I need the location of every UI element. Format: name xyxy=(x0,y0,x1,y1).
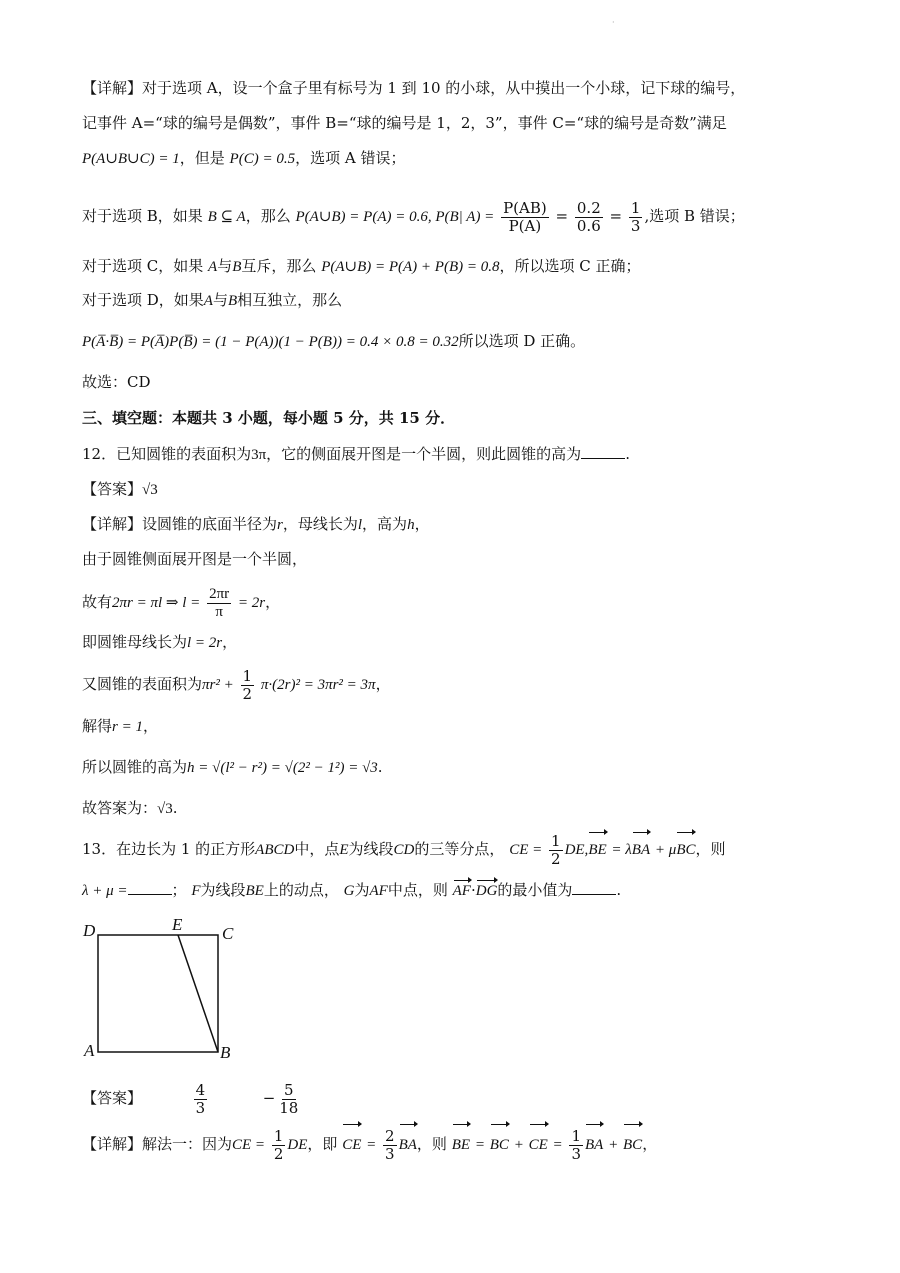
p11-detail-line6 xyxy=(82,290,342,311)
text: 解得 xyxy=(82,717,113,735)
p11-detail-line4 xyxy=(82,196,745,237)
formula: P(A∪B) = P(A) = 0.6, P(B| A) = xyxy=(295,209,495,225)
label-d: D xyxy=(83,921,96,940)
text: ，选项 A 错误； xyxy=(295,149,406,167)
text: 为线段 xyxy=(348,840,394,858)
p11-choice: 故选：CD xyxy=(82,373,151,391)
answer-label: 【答案】 xyxy=(82,480,143,498)
formula: CE = xyxy=(509,842,543,858)
text: ，它的侧面展开图是一个半圆，则此圆锥的高为 xyxy=(266,445,582,463)
numerator: 1 xyxy=(551,831,561,850)
numerator: 1 xyxy=(571,1126,581,1145)
formula: CE = xyxy=(232,1137,266,1153)
answer-blank xyxy=(581,444,625,459)
numerator: 2 xyxy=(385,1126,395,1145)
formula: = 2r xyxy=(237,595,266,611)
vector: BC xyxy=(676,833,695,867)
denominator: 3 xyxy=(630,216,641,235)
answer-value: √3 xyxy=(142,482,158,498)
p11-detail-line2: 记事件 A=“球的编号是偶数”，事件 B=“球的编号是 1，2，3”，事件 C=“球的编号是奇数”满足 xyxy=(82,114,727,132)
q13-answer xyxy=(82,1078,302,1118)
text: 13．在边长为 1 的正方形 xyxy=(82,840,256,858)
text: ， xyxy=(642,1135,658,1153)
label-a: A xyxy=(84,1041,95,1060)
text: . xyxy=(616,881,622,899)
formula: DE, xyxy=(564,842,589,858)
fraction xyxy=(575,200,603,235)
p11-detail-line7 xyxy=(82,331,585,352)
text: ， xyxy=(414,515,430,533)
text: 对于选项 C，如果 xyxy=(82,257,204,275)
var: h xyxy=(407,517,415,533)
numerator: 5 xyxy=(284,1080,294,1099)
text: ， xyxy=(265,593,281,611)
vector: BE xyxy=(588,833,606,867)
formula: = xyxy=(552,1137,563,1153)
answer-fraction-2 xyxy=(277,1082,300,1117)
numerator: 1 xyxy=(630,198,641,217)
var: r xyxy=(277,517,283,533)
q12-answer xyxy=(82,479,158,500)
label-b: B xyxy=(220,1043,231,1062)
formula: B ⊆ A xyxy=(207,209,246,225)
vector: BA xyxy=(632,833,650,867)
text: . xyxy=(172,799,178,817)
var: E xyxy=(339,842,349,858)
formula: A xyxy=(208,259,218,275)
fraction xyxy=(272,1128,286,1163)
formula: = xyxy=(366,1137,377,1153)
vector: BC xyxy=(490,1125,509,1165)
denominator: 3 xyxy=(571,1144,581,1163)
numerator: 4 xyxy=(195,1080,206,1099)
section-heading: 三、填空题：本题共 3 小题，每小题 5 分，共 15 分． xyxy=(82,409,456,427)
formula: B xyxy=(232,259,242,275)
q13-stem-line1 xyxy=(82,832,726,868)
square-abcd xyxy=(98,935,218,1052)
formula: λ + μ = xyxy=(82,883,128,899)
text: ，则 xyxy=(416,1135,447,1153)
numerator: 0.2 xyxy=(576,198,601,217)
denominator: 3 xyxy=(385,1144,395,1163)
formula: + xyxy=(513,1137,524,1153)
vector: BE xyxy=(452,1125,470,1165)
formula: A xyxy=(203,293,213,309)
q13-stem-line2 xyxy=(82,880,621,901)
fraction xyxy=(207,586,231,621)
text: 互斥，那么 xyxy=(241,257,317,275)
denominator: P(A) xyxy=(508,216,542,235)
fraction xyxy=(383,1128,397,1163)
text: 12．已知圆锥的表面积为 xyxy=(82,445,252,463)
denominator: 18 xyxy=(279,1098,299,1117)
formula: h = √(l² − r²) = √(2² − 1²) = √3 xyxy=(187,760,378,776)
q12-detail-line5 xyxy=(82,664,391,705)
q12-stem xyxy=(82,444,630,465)
equals: = xyxy=(555,207,569,225)
var: l xyxy=(357,517,363,533)
fraction xyxy=(629,200,643,235)
text: ， xyxy=(142,717,158,735)
numerator: 2πr xyxy=(209,585,230,602)
text: ，但是 xyxy=(179,149,225,167)
text: 所以圆锥的高为 xyxy=(82,758,188,776)
text: 的最小值为 xyxy=(497,881,573,899)
text: 即圆锥母线长为 xyxy=(82,633,188,651)
text: 中，点 xyxy=(294,840,340,858)
text: 又圆锥的表面积为 xyxy=(82,675,203,693)
text: . xyxy=(625,445,630,463)
formula: r = 1 xyxy=(112,719,143,735)
formula: P(A∪B∪C) = 1 xyxy=(82,151,180,167)
denominator: 2 xyxy=(551,849,561,868)
formula: DE xyxy=(287,1137,308,1153)
numerator: 1 xyxy=(273,1126,284,1145)
formula: 2πr = πl ⇒ l = xyxy=(112,595,201,611)
formula: √3 xyxy=(157,801,173,817)
p11-detail-line5 xyxy=(82,256,641,277)
q12-detail-line3 xyxy=(82,582,280,623)
text: ，母线长为 xyxy=(282,515,358,533)
vector: BA xyxy=(399,1125,417,1165)
formula: + xyxy=(608,1137,619,1153)
text: 对于选项 D，如果 xyxy=(82,291,204,309)
text: 上的动点， xyxy=(263,881,339,899)
text: ，高为 xyxy=(362,515,408,533)
formula: = λ xyxy=(611,842,632,858)
var: BE xyxy=(245,883,264,899)
minus-sign: − xyxy=(262,1089,276,1107)
numerator: P(AB) xyxy=(503,198,547,217)
formula: π·(2r)² = 3πr² = 3π xyxy=(260,677,376,693)
var: F xyxy=(191,883,201,899)
denominator: 3 xyxy=(195,1098,206,1117)
vector: BA xyxy=(585,1125,603,1165)
vector: CE xyxy=(529,1125,548,1165)
denominator: 2 xyxy=(273,1144,284,1163)
answer-blank xyxy=(128,880,172,895)
label-e: E xyxy=(172,915,183,934)
formula: 3π xyxy=(251,447,267,463)
square-figure xyxy=(80,912,250,1062)
text: 故有 xyxy=(82,593,113,611)
formula: πr² + xyxy=(202,677,234,693)
vector: BC xyxy=(623,1125,642,1165)
text: 故答案为： xyxy=(82,799,158,817)
answer-label: 【答案】 xyxy=(82,1089,143,1107)
label-c: C xyxy=(222,924,234,943)
var: G xyxy=(343,883,355,899)
q12-detail-line6 xyxy=(82,716,158,737)
formula: P(C) = 0.5 xyxy=(229,151,296,167)
corner-mark: · xyxy=(612,18,615,27)
text: . xyxy=(377,758,383,776)
text: ， xyxy=(375,675,391,693)
text: ，即 xyxy=(307,1135,338,1153)
text: 的三等分点， xyxy=(414,840,505,858)
text: 与 xyxy=(217,257,233,275)
text: ，则 xyxy=(695,840,726,858)
q12-detail-line4 xyxy=(82,632,237,653)
formula: B xyxy=(227,293,238,309)
text: ，那么 xyxy=(245,207,291,225)
text: ,选项 B 错误； xyxy=(644,207,745,225)
p11-detail-line1: 【详解】对于选项 A，设一个盒子里有标号为 1 到 10 的小球，从中摸出一个小球，记下球的编号， xyxy=(82,79,746,97)
text: ，所以选项 C 正确； xyxy=(499,257,641,275)
equals: = xyxy=(609,207,623,225)
denominator: π xyxy=(215,603,223,620)
text: 相互独立，那么 xyxy=(237,291,343,309)
p11-detail-line3 xyxy=(82,148,405,169)
text: ； xyxy=(171,881,187,899)
dot-product: · xyxy=(470,881,476,899)
text: 【详解】解法一：因为 xyxy=(82,1135,233,1153)
q12-detail-line1 xyxy=(82,514,430,535)
text: 所以选项 D 正确。 xyxy=(458,332,586,350)
var: ABCD xyxy=(255,842,295,858)
formula: = xyxy=(474,1137,485,1153)
fraction xyxy=(241,668,255,703)
var: AF xyxy=(369,883,388,899)
vector: AF xyxy=(452,883,471,899)
text: 对于选项 B，如果 xyxy=(82,207,203,225)
denominator: 0.6 xyxy=(576,216,601,235)
denominator: 2 xyxy=(242,684,253,703)
text: ， xyxy=(222,633,238,651)
text: 【详解】设圆锥的底面半径为 xyxy=(82,515,278,533)
vector: DG xyxy=(475,883,498,899)
numerator: 1 xyxy=(242,666,253,685)
text: 为线段 xyxy=(200,881,246,899)
var: CD xyxy=(393,842,415,858)
q13-detail-line1 xyxy=(82,1124,657,1165)
text: 中点，则 xyxy=(387,881,448,899)
fraction xyxy=(501,200,549,235)
q12-final-answer xyxy=(82,798,178,819)
q12-detail-line2: 由于圆锥侧面展开图是一个半圆， xyxy=(82,550,308,568)
answer-blank xyxy=(572,880,616,895)
q12-detail-line7 xyxy=(82,757,383,778)
formula: P(A∪B) = P(A) + P(B) = 0.8 xyxy=(321,259,500,275)
fraction xyxy=(549,833,563,868)
text: 与 xyxy=(212,291,228,309)
answer-fraction-1 xyxy=(194,1082,208,1117)
formula: l = 2r xyxy=(187,635,223,651)
vector: CE xyxy=(342,1125,361,1165)
formula: P(A̅·B̅) = P(A̅)P(B̅) = (1 − P(A))(1 − P(B)) = 0.4 × 0.8 = 0.32 xyxy=(82,334,459,350)
formula: + μ xyxy=(654,842,677,858)
segment-be xyxy=(178,935,218,1052)
text: 为 xyxy=(354,881,370,899)
fraction xyxy=(569,1128,583,1163)
